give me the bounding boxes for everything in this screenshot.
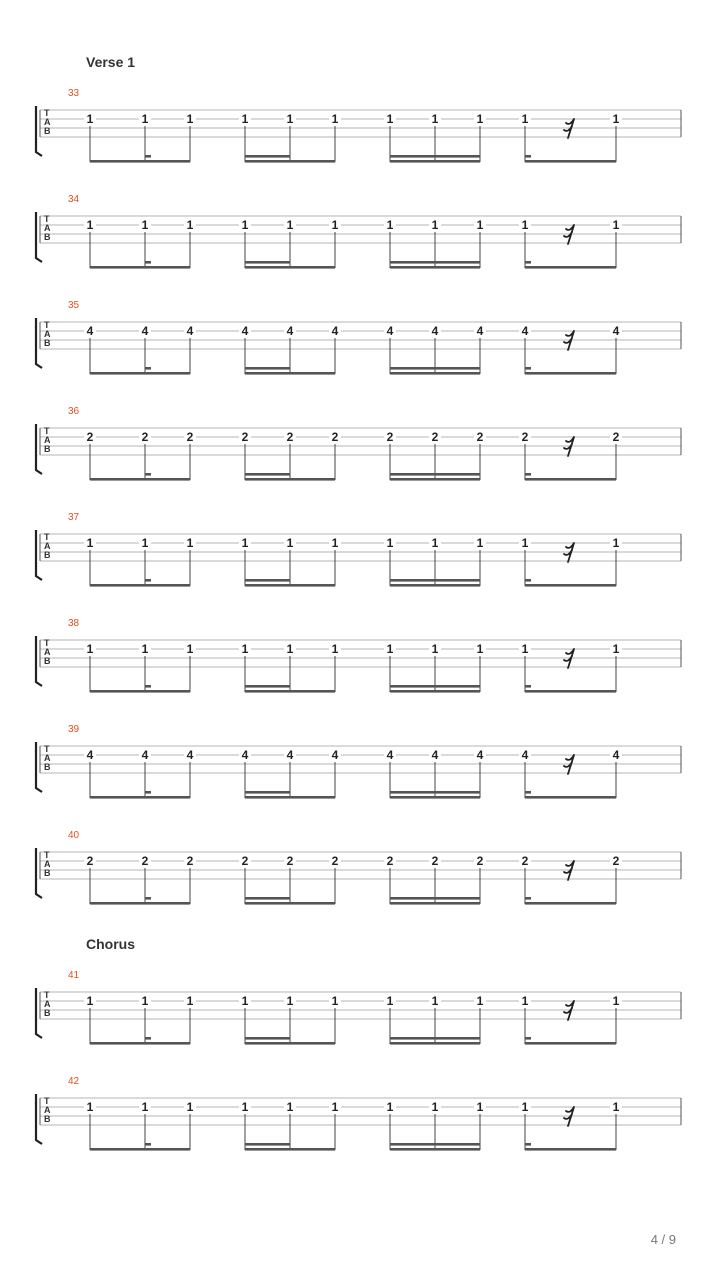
- beam: [145, 155, 151, 158]
- beam: [245, 1037, 290, 1040]
- beam: [245, 690, 335, 693]
- tab-clef-letter: A: [44, 435, 51, 445]
- fret-number: 1: [184, 1100, 196, 1114]
- tab-clef-letter: A: [44, 859, 51, 869]
- fret-number: 1: [284, 218, 296, 232]
- fret-number: 4: [139, 748, 151, 762]
- beam: [145, 367, 151, 370]
- system-bracket: [36, 1094, 42, 1144]
- fret-number: 4: [474, 748, 486, 762]
- beam: [90, 796, 190, 799]
- fret-number: 1: [329, 536, 341, 550]
- fret-number: 4: [329, 748, 341, 762]
- fret-number: 1: [384, 642, 396, 656]
- beam: [390, 897, 480, 900]
- fret-number: 1: [429, 218, 441, 232]
- tab-clef-letter: B: [44, 656, 51, 666]
- fret-number: 1: [610, 642, 622, 656]
- fret-number: 1: [519, 536, 531, 550]
- tab-clef-letter: A: [44, 1105, 51, 1115]
- tab-staff: [0, 970, 720, 1078]
- tab-staff: [0, 88, 720, 196]
- fret-number: 1: [384, 218, 396, 232]
- beam: [525, 897, 531, 900]
- beam: [245, 155, 290, 158]
- beam: [525, 261, 531, 264]
- beam: [145, 579, 151, 582]
- beam: [525, 584, 616, 587]
- system-bracket: [36, 212, 42, 262]
- tab-clef-letter: T: [44, 990, 50, 1000]
- measure-number: 37: [68, 512, 80, 523]
- fret-number: 4: [84, 748, 96, 762]
- tab-staff: [0, 1076, 720, 1184]
- fret-number: 2: [84, 430, 96, 444]
- fret-number: 1: [384, 112, 396, 126]
- beam: [90, 584, 190, 587]
- beam: [245, 902, 335, 905]
- fret-number: 1: [239, 112, 251, 126]
- measure-number: 38: [68, 618, 80, 629]
- fret-number: 1: [474, 994, 486, 1008]
- beam: [390, 791, 480, 794]
- tab-clef-letter: B: [44, 444, 51, 454]
- fret-number: 2: [429, 430, 441, 444]
- fret-number: 1: [519, 112, 531, 126]
- tab-staff: [0, 300, 720, 408]
- measure-number: 35: [68, 300, 80, 311]
- fret-number: 1: [239, 642, 251, 656]
- fret-number: 4: [429, 748, 441, 762]
- fret-number: 1: [384, 536, 396, 550]
- fret-number: 1: [329, 994, 341, 1008]
- beam: [145, 473, 151, 476]
- measure-number: 34: [68, 194, 80, 205]
- beam: [145, 897, 151, 900]
- tab-clef-letter: B: [44, 1008, 51, 1018]
- measure-number: 42: [68, 1076, 80, 1087]
- fret-number: 1: [519, 1100, 531, 1114]
- section-title: Verse 1: [86, 54, 136, 70]
- system-bracket: [36, 106, 42, 156]
- fret-number: 1: [429, 112, 441, 126]
- beam: [525, 155, 531, 158]
- fret-number: 2: [284, 854, 296, 868]
- fret-number: 2: [239, 854, 251, 868]
- fret-number: 4: [239, 748, 251, 762]
- fret-number: 1: [139, 218, 151, 232]
- beam: [245, 478, 335, 481]
- beam: [390, 478, 480, 481]
- tab-staff: [0, 830, 720, 938]
- tab-clef-letter: T: [44, 320, 50, 330]
- fret-number: 1: [184, 536, 196, 550]
- beam: [245, 584, 335, 587]
- beam: [245, 1143, 290, 1146]
- tab-clef-letter: T: [44, 108, 50, 118]
- fret-number: 2: [139, 854, 151, 868]
- beam: [390, 367, 480, 370]
- tab-staff: [0, 512, 720, 620]
- fret-number: 2: [519, 430, 531, 444]
- fret-number: 2: [239, 430, 251, 444]
- fret-number: 1: [329, 218, 341, 232]
- beam: [245, 372, 335, 375]
- beam: [245, 1148, 335, 1151]
- fret-number: 1: [474, 1100, 486, 1114]
- beam: [525, 796, 616, 799]
- fret-number: 1: [84, 642, 96, 656]
- beam: [525, 1037, 531, 1040]
- fret-number: 4: [610, 324, 622, 338]
- beam: [245, 367, 290, 370]
- fret-number: 1: [184, 218, 196, 232]
- fret-number: 1: [384, 994, 396, 1008]
- system-bracket: [36, 636, 42, 686]
- tab-clef-letter: T: [44, 1096, 50, 1106]
- beam: [245, 579, 290, 582]
- tab-clef-letter: A: [44, 647, 51, 657]
- beam: [145, 791, 151, 794]
- beam: [525, 791, 531, 794]
- fret-number: 1: [284, 112, 296, 126]
- beam: [390, 1037, 480, 1040]
- fret-number: 1: [284, 642, 296, 656]
- beam: [245, 685, 290, 688]
- beam: [390, 690, 480, 693]
- fret-number: 1: [610, 218, 622, 232]
- beam: [390, 372, 480, 375]
- fret-number: 1: [519, 994, 531, 1008]
- fret-number: 1: [184, 112, 196, 126]
- system-bracket: [36, 848, 42, 898]
- fret-number: 2: [384, 430, 396, 444]
- fret-number: 2: [329, 854, 341, 868]
- measure-number: 33: [68, 88, 80, 99]
- fret-number: 1: [329, 112, 341, 126]
- beam: [390, 584, 480, 587]
- beam: [390, 160, 480, 163]
- beam: [525, 579, 531, 582]
- beam: [145, 1143, 151, 1146]
- beam: [525, 902, 616, 905]
- beam: [525, 473, 531, 476]
- fret-number: 1: [429, 994, 441, 1008]
- page-number: 4 / 9: [650, 1232, 676, 1247]
- fret-number: 2: [139, 430, 151, 444]
- beam: [525, 478, 616, 481]
- fret-number: 1: [139, 112, 151, 126]
- beam: [90, 690, 190, 693]
- tab-staff: [0, 618, 720, 726]
- fret-number: 1: [519, 642, 531, 656]
- fret-number: 1: [239, 1100, 251, 1114]
- fret-number: 1: [84, 994, 96, 1008]
- tab-clef-letter: T: [44, 638, 50, 648]
- fret-number: 1: [239, 536, 251, 550]
- fret-number: 1: [284, 994, 296, 1008]
- fret-number: 2: [184, 854, 196, 868]
- fret-number: 4: [429, 324, 441, 338]
- measure-number: 39: [68, 724, 80, 735]
- fret-number: 1: [384, 1100, 396, 1114]
- fret-number: 1: [84, 536, 96, 550]
- beam: [390, 1042, 480, 1045]
- fret-number: 4: [139, 324, 151, 338]
- tab-clef-letter: T: [44, 426, 50, 436]
- system-bracket: [36, 318, 42, 368]
- beam: [90, 160, 190, 163]
- beam: [390, 155, 480, 158]
- fret-number: 1: [610, 112, 622, 126]
- tab-clef-letter: B: [44, 550, 51, 560]
- beam: [245, 897, 290, 900]
- fret-number: 2: [610, 430, 622, 444]
- tab-clef-letter: T: [44, 744, 50, 754]
- fret-number: 1: [474, 536, 486, 550]
- system-bracket: [36, 742, 42, 792]
- fret-number: 1: [139, 1100, 151, 1114]
- tab-clef-letter: T: [44, 214, 50, 224]
- fret-number: 1: [239, 994, 251, 1008]
- fret-number: 2: [184, 430, 196, 444]
- tab-staff: [0, 724, 720, 832]
- fret-number: 1: [139, 994, 151, 1008]
- fret-number: 1: [429, 642, 441, 656]
- fret-number: 2: [474, 430, 486, 444]
- beam: [525, 160, 616, 163]
- tab-clef-letter: B: [44, 762, 51, 772]
- measure-number: 36: [68, 406, 80, 417]
- fret-number: 1: [184, 994, 196, 1008]
- beam: [245, 796, 335, 799]
- beam: [390, 796, 480, 799]
- fret-number: 4: [284, 748, 296, 762]
- beam: [390, 1143, 480, 1146]
- fret-number: 2: [429, 854, 441, 868]
- beam: [145, 685, 151, 688]
- fret-number: 4: [384, 324, 396, 338]
- beam: [90, 902, 190, 905]
- fret-number: 1: [610, 994, 622, 1008]
- fret-number: 1: [610, 1100, 622, 1114]
- fret-number: 2: [384, 854, 396, 868]
- beam: [525, 367, 531, 370]
- tab-clef-letter: A: [44, 541, 51, 551]
- beam: [525, 1042, 616, 1045]
- beam: [525, 685, 531, 688]
- fret-number: 4: [384, 748, 396, 762]
- fret-number: 1: [239, 218, 251, 232]
- tab-clef-letter: A: [44, 223, 51, 233]
- beam: [90, 478, 190, 481]
- fret-number: 1: [329, 642, 341, 656]
- tab-clef-letter: A: [44, 117, 51, 127]
- fret-number: 2: [284, 430, 296, 444]
- tab-clef-letter: B: [44, 126, 51, 136]
- fret-number: 1: [429, 536, 441, 550]
- fret-number: 1: [284, 536, 296, 550]
- beam: [390, 902, 480, 905]
- tab-clef-letter: B: [44, 868, 51, 878]
- beam: [525, 690, 616, 693]
- beam: [390, 579, 480, 582]
- fret-number: 4: [184, 748, 196, 762]
- beam: [390, 266, 480, 269]
- fret-number: 1: [139, 536, 151, 550]
- fret-number: 4: [519, 748, 531, 762]
- fret-number: 4: [239, 324, 251, 338]
- fret-number: 4: [184, 324, 196, 338]
- fret-number: 1: [474, 112, 486, 126]
- fret-number: 4: [610, 748, 622, 762]
- fret-number: 2: [610, 854, 622, 868]
- tab-clef-letter: B: [44, 1114, 51, 1124]
- fret-number: 1: [329, 1100, 341, 1114]
- system-bracket: [36, 988, 42, 1038]
- fret-number: 2: [519, 854, 531, 868]
- section-title: Chorus: [86, 936, 135, 952]
- measure-number: 41: [68, 970, 80, 981]
- beam: [90, 1148, 190, 1151]
- fret-number: 1: [84, 112, 96, 126]
- fret-number: 1: [610, 536, 622, 550]
- fret-number: 1: [284, 1100, 296, 1114]
- beam: [90, 1042, 190, 1045]
- fret-number: 4: [519, 324, 531, 338]
- beam: [390, 473, 480, 476]
- fret-number: 1: [84, 1100, 96, 1114]
- beam: [390, 685, 480, 688]
- beam: [525, 1143, 531, 1146]
- tab-clef-letter: B: [44, 232, 51, 242]
- fret-number: 4: [329, 324, 341, 338]
- beam: [245, 473, 290, 476]
- fret-number: 2: [329, 430, 341, 444]
- tab-clef-letter: B: [44, 338, 51, 348]
- fret-number: 1: [474, 642, 486, 656]
- system-bracket: [36, 424, 42, 474]
- fret-number: 4: [284, 324, 296, 338]
- fret-number: 1: [429, 1100, 441, 1114]
- tab-clef-letter: T: [44, 850, 50, 860]
- tab-clef-letter: A: [44, 999, 51, 1009]
- beam: [390, 1148, 480, 1151]
- beam: [390, 261, 480, 264]
- beam: [525, 1148, 616, 1151]
- fret-number: 1: [84, 218, 96, 232]
- beam: [245, 261, 290, 264]
- beam: [245, 266, 335, 269]
- tab-clef-letter: A: [44, 753, 51, 763]
- beam: [245, 160, 335, 163]
- tab-clef-letter: T: [44, 532, 50, 542]
- tab-staff: [0, 406, 720, 514]
- fret-number: 2: [84, 854, 96, 868]
- system-bracket: [36, 530, 42, 580]
- beam: [145, 261, 151, 264]
- beam: [245, 791, 290, 794]
- fret-number: 1: [139, 642, 151, 656]
- beam: [145, 1037, 151, 1040]
- fret-number: 1: [519, 218, 531, 232]
- beam: [90, 266, 190, 269]
- beam: [245, 1042, 335, 1045]
- fret-number: 2: [474, 854, 486, 868]
- beam: [525, 372, 616, 375]
- fret-number: 1: [184, 642, 196, 656]
- tab-staff: [0, 194, 720, 302]
- fret-number: 1: [474, 218, 486, 232]
- tab-clef-letter: A: [44, 329, 51, 339]
- beam: [90, 372, 190, 375]
- fret-number: 4: [84, 324, 96, 338]
- fret-number: 4: [474, 324, 486, 338]
- measure-number: 40: [68, 830, 80, 841]
- beam: [525, 266, 616, 269]
